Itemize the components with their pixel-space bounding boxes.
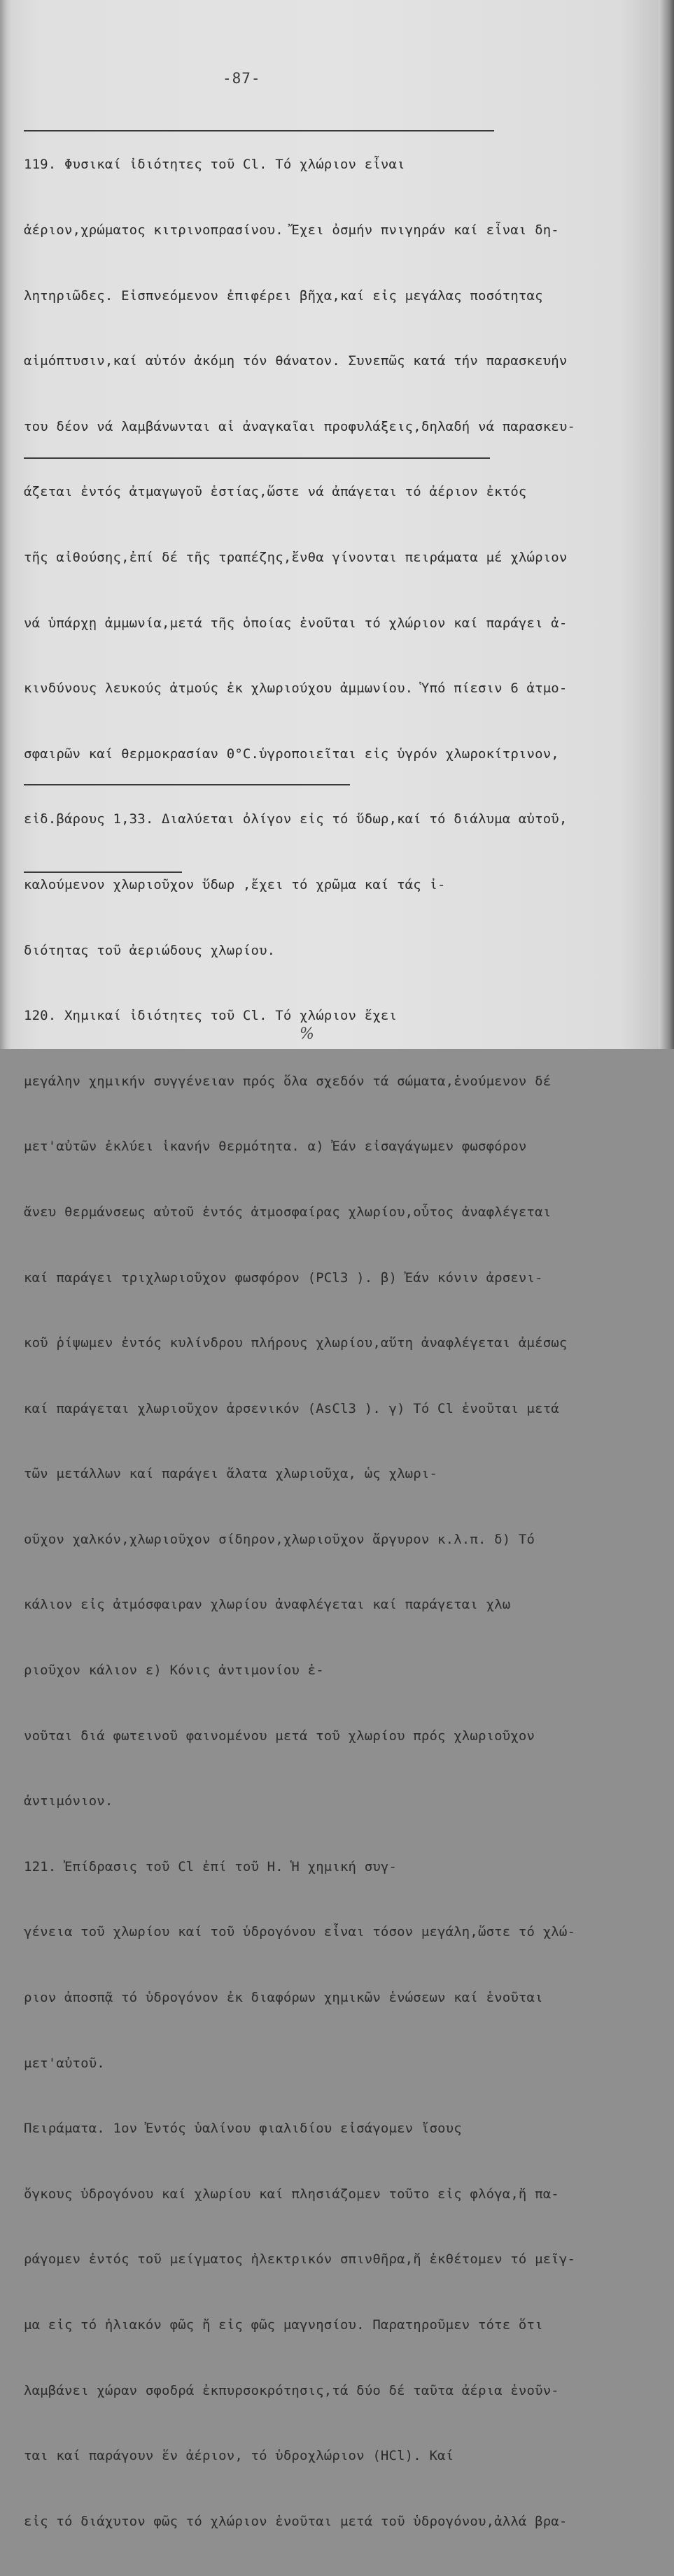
text-line: αἱμόπτυσιν,καί αὐτόν ἀκόμη τόν θάνατον. Συνεπῶς κατά τήν παρασκευήν <box>24 353 568 369</box>
text-line: καί παράγεται χλωριοῦχον ἀρσενικόν (AsCl3 ). γ) Τό Cl ἑνοῦται μετά <box>24 1400 559 1416</box>
text-line: τῶν μετάλλων καί παράγει ἅλατα χλωριοῦχα, ὡς χλωρι- <box>24 1466 438 1482</box>
page-number: -87- <box>223 70 261 87</box>
text-line: 120. Χημικαί ἰδιότητες τοῦ Cl. Τό χλώριον ἔχει <box>24 1008 398 1024</box>
heading-underline-120 <box>24 457 490 459</box>
page-left-edge-shadow <box>0 0 11 1049</box>
text-line: Πειράματα. 1ον Ἐντός ὑαλίνου φιαλιδίου εἰσάγομεν ἴσους <box>24 2121 462 2137</box>
text-line: κοῦ ῥίψωμεν ἐντός κυλίνδρου πλήρους χλωρίου,αὕτη ἀναφλέγεται ἀμέσως <box>24 1335 568 1351</box>
text-line: ριοῦχον κάλιον ε) Κόνις ἀντιμονίου ἑ- <box>24 1663 324 1679</box>
text-line: μετ'αὐτοῦ. <box>24 2055 105 2071</box>
text-line: λαμβάνει χώραν σφοδρά ἐκπυρσοκρότησις,τά δύο δέ ταῦτα ἀέρια ἑνοῦν- <box>24 2382 559 2398</box>
text-line: εἰδ.βάρους 1,33. Διαλύεται ὀλίγον εἰς τό ὕδωρ,καί τό διάλυμα αὐτοῦ, <box>24 811 568 827</box>
typewritten-body <box>24 111 654 2576</box>
text-line: νοῦται διά φωτεινοῦ φαινομένου μετά τοῦ χλωρίου πρός χλωριοῦχον <box>24 1728 535 1744</box>
text-line: ἀέριον,χρώματος κιτρινοπρασίνου. Ἔχει ὀσμήν πνιγηράν καί εἶναι δη- <box>24 222 559 238</box>
text-line: ἄνευ θερμάνσεως αὐτοῦ ἐντός ἀτμοσφαίρας χλωρίου,οὗτος ἀναφλέγεται <box>24 1204 552 1220</box>
text-line: του δέον νά λαμβάνωνται αἱ ἀναγκαῖαι προφυλάξεις,δηλαδή νά παρασκευ- <box>24 418 576 434</box>
handwritten-margin-mark: % <box>300 1025 314 1043</box>
text-line: κινδύνους λευκούς ἀτμούς ἐκ χλωριούχου ἀμμωνίου. Ὑπό πίεσιν 6 ἀτμο- <box>24 681 568 697</box>
text-line: μεγάλην χημικήν συγγένειαν πρός ὅλα σχεδόν τά σώματα,ἑνούμενον δέ <box>24 1073 552 1089</box>
text-line: διότητας τοῦ ἀεριώδους χλωρίου. <box>24 942 276 958</box>
text-line: καί παράγει τριχλωριοῦχον φωσφόρον (PCl3 ). β) Ἐάν κόνιν ἀρσενι- <box>24 1269 543 1286</box>
heading-underline-119 <box>24 130 494 131</box>
text-line: μετ'αὐτῶν ἐκλύει ἱκανήν θερμότητα. α) Ἐάν εἰσαγάγωμεν φωσφόρον <box>24 1139 527 1155</box>
text-line: νά ὑπάρχῃ ἀμμωνία,μετά τῆς ὁποίας ἑνοῦται τό χλώριον καί παράγει ἀ- <box>24 615 568 631</box>
heading-underline-experiments <box>24 871 182 873</box>
text-line: εἰς τό διάχυτον φῶς τό χλώριον ἑνοῦται μετά τοῦ ὑδρογόνου,ἀλλά βρα- <box>24 2513 568 2529</box>
text-line: γένεια τοῦ χλωρίου καί τοῦ ὑδρογόνου εἶναι τόσον μεγάλη,ὥστε τό χλώ- <box>24 1924 576 1940</box>
text-line: 119. Φυσικαί ἰδιότητες τοῦ Cl. Τό χλώριον εἶναι <box>24 157 405 173</box>
text-line: τῆς αἰθούσης,ἐπί δέ τῆς τραπέζης,ἔνθα γίνονται πειράματα μέ χλώριον <box>24 549 568 565</box>
heading-underline-121 <box>24 784 350 785</box>
text-line: κάλιον εἰς ἀτμόσφαιραν χλωρίου ἀναφλέγεται καί παράγεται χλω <box>24 1597 511 1613</box>
text-line: ὄγκους ὑδρογόνου καί χλωρίου καί πλησιάζομεν τοῦτο εἰς φλόγα,ἤ πα- <box>24 2186 559 2202</box>
text-line: οῦχον χαλκόν,χλωριοῦχον σίδηρον,χλωριοῦχον ἄργυρον κ.λ.π. δ) Τό <box>24 1531 535 1547</box>
text-line: ράγομεν ἐντός τοῦ μείγματος ἠλεκτρικόν σπινθῆρα,ἤ ἐκθέτομεν τό μεῖγ- <box>24 2251 576 2268</box>
text-line: 121. Ἐπίδρασις τοῦ Cl ἐπί τοῦ H. Ἡ χημική συγ- <box>24 1858 398 1874</box>
text-line: ἀντιμόνιον. <box>24 1793 113 1809</box>
page-right-edge-shadow <box>659 0 674 1049</box>
text-line: καλούμενον χλωριοῦχον ὕδωρ ,ἔχει τό χρῶμα καί τάς ἰ- <box>24 876 446 892</box>
text-line: μα εἰς τό ἡλιακόν φῶς ἤ εἰς φῶς μαγνησίου. Παρατηροῦμεν τότε ὅτι <box>24 2317 543 2333</box>
text-line: ριον ἀποσπᾷ τό ὑδρογόνον ἐκ διαφόρων χημικῶν ἑνώσεων καί ἑνοῦται <box>24 1990 543 2006</box>
text-line: σφαιρῶν καί θερμοκρασίαν 0°C.ὑγροποιεῖται εἰς ὑγρόν χλωροκίτρινον, <box>24 746 559 762</box>
text-line: άζεται ἐντός ἀτμαγωγοῦ ἑστίας,ὥστε νά ἀπάγεται τό ἀέριον ἐκτός <box>24 484 527 500</box>
text-line: ται καί παράγουν ἕν ἀέριον, τό ὑδροχλώριον (HCl). Καί <box>24 2448 454 2464</box>
text-line: λητηριῶδες. Εἰσπνεόμενον ἐπιφέρει βῆχα,καί εἰς μεγάλας ποσότητας <box>24 287 543 304</box>
